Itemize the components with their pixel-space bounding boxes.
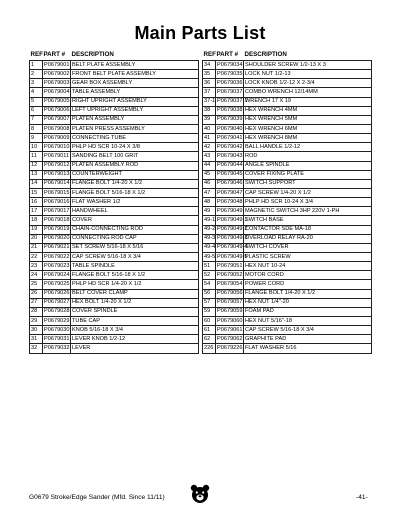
table-row xyxy=(30,79,199,88)
table-row xyxy=(203,344,372,353)
cell-ref: 37-1 xyxy=(203,97,216,106)
cell-ref: 22 xyxy=(30,252,43,261)
cell-part-number: P0679010 xyxy=(43,143,71,152)
cell-description: COVER xyxy=(71,216,199,225)
table-row xyxy=(30,344,199,353)
table-row xyxy=(30,134,199,143)
cell-ref: 4 xyxy=(30,88,43,97)
cell-description: PLATEN ASSEMBLY ROD xyxy=(71,161,199,170)
cell-part-number: P0679021 xyxy=(43,243,71,252)
cell-ref: 61 xyxy=(203,326,216,335)
cell-description: COVER FIXING PLATE xyxy=(244,170,372,179)
cell-part-number: P0679026 xyxy=(43,289,71,298)
table-row xyxy=(30,335,199,344)
cell-part-number: P0679024 xyxy=(43,271,71,280)
cell-part-number: P0679032 xyxy=(43,344,71,353)
cell-ref: 5 xyxy=(30,97,43,106)
cell-part-number: P0679041 xyxy=(216,134,244,143)
cell-part-number: P0679057 xyxy=(216,298,244,307)
cell-ref: 11 xyxy=(30,152,43,161)
footer-model: G0679 Stroke/Edge Sander (Mfd. Since 11/11) xyxy=(29,494,165,501)
cell-part-number: P0679012 xyxy=(43,161,71,170)
table-row xyxy=(30,207,199,216)
table-row xyxy=(203,335,372,344)
cell-ref: 29 xyxy=(30,316,43,325)
table-row xyxy=(203,289,372,298)
table-row xyxy=(30,234,199,243)
cell-description: FRONT BELT PLATE ASSEMBLY xyxy=(71,70,199,79)
cell-part-number: P0679039 xyxy=(216,115,244,124)
cell-part-number: P0679007 xyxy=(43,115,71,124)
cell-part-number: P0679054 xyxy=(216,280,244,289)
table-row xyxy=(30,61,199,70)
cell-description: LEVER xyxy=(71,344,199,353)
cell-description: SWITCH SUPPORT xyxy=(244,179,372,188)
cell-part-number: P0679226 xyxy=(216,344,244,353)
table-row xyxy=(203,161,372,170)
cell-part-number: P0679005 xyxy=(43,97,71,106)
cell-description: WRENCH 17 X 19 xyxy=(244,97,372,106)
table-row xyxy=(203,124,372,133)
table-row xyxy=(203,216,372,225)
cell-description: SWITCH BASE xyxy=(244,216,372,225)
cell-ref: 49-1 xyxy=(203,216,216,225)
cell-part-number: P0679019 xyxy=(43,225,71,234)
cell-ref: 44 xyxy=(203,161,216,170)
cell-part-number: P0679018 xyxy=(43,216,71,225)
cell-part-number: P0679051 xyxy=(216,262,244,271)
cell-ref: 49-5 xyxy=(203,252,216,261)
cell-description: PHLP HD SCR 1/4-20 X 1/2 xyxy=(71,280,199,289)
cell-ref: 37 xyxy=(203,88,216,97)
cell-ref: 24 xyxy=(30,271,43,280)
table-row xyxy=(30,316,199,325)
cell-ref: 25 xyxy=(30,280,43,289)
cell-part-number: P0679056 xyxy=(216,289,244,298)
cell-description: CONNECTING ROD CAP xyxy=(71,234,199,243)
cell-part-number: P0679016 xyxy=(43,198,71,207)
cell-description: HEX NUT 1/4"-20 xyxy=(244,298,372,307)
table-row xyxy=(30,326,199,335)
table-row xyxy=(30,216,199,225)
table-row xyxy=(30,289,199,298)
cell-ref: 46 xyxy=(203,179,216,188)
parts-table-right xyxy=(202,50,372,354)
table-row xyxy=(203,198,372,207)
cell-ref: 36 xyxy=(203,79,216,88)
cell-description: LEFT UPRIGHT ASSEMBLY xyxy=(71,106,199,115)
cell-part-number: P0679062 xyxy=(216,335,244,344)
cell-part-number: P0679027 xyxy=(43,298,71,307)
cell-part-number: P0679034 xyxy=(216,61,244,70)
table-row xyxy=(203,326,372,335)
cell-part-number: P0679025 xyxy=(43,280,71,289)
cell-ref: 21 xyxy=(30,243,43,252)
cell-ref: 56 xyxy=(203,289,216,298)
cell-ref: 26 xyxy=(30,289,43,298)
cell-description: ANGLE SPINDLE xyxy=(244,161,372,170)
cell-description: LOCK KNOB 1/2-12 X 2-3/4 xyxy=(244,79,372,88)
table-row xyxy=(203,70,372,79)
cell-description: SET SCREW 5/16-18 X 5/16 xyxy=(71,243,199,252)
table-row xyxy=(203,316,372,325)
cell-description: PLATEN PRESS ASSEMBLY xyxy=(71,124,199,133)
cell-description: BELT PLATE ASSEMBLY xyxy=(71,61,199,70)
cell-part-number: P0679037 xyxy=(216,88,244,97)
cell-part-number: P0679004 xyxy=(43,88,71,97)
cell-description: FLANGE BOLT 1/4-20 X 1/2 xyxy=(71,179,199,188)
cell-ref: 14 xyxy=(30,179,43,188)
table-row xyxy=(203,307,372,316)
table-row xyxy=(30,143,199,152)
cell-part-number: P0679030 xyxy=(43,326,71,335)
parts-table-left xyxy=(29,50,199,354)
header-ref: REF xyxy=(203,51,216,58)
table-row xyxy=(203,97,372,106)
footer-page-number: -41- xyxy=(356,494,368,501)
cell-part-number: P0679001 xyxy=(43,61,71,70)
cell-description: PLASTIC SCREW xyxy=(244,252,372,261)
table-row xyxy=(203,262,372,271)
cell-description: CONTACTOR SDE MA-18 xyxy=(244,225,372,234)
cell-part-number: P0679060 xyxy=(216,316,244,325)
cell-description: FLANGE BOLT 5/16-18 X 1/2 xyxy=(71,188,199,197)
cell-part-number: P0679014 xyxy=(43,179,71,188)
header-ref: REF xyxy=(30,51,43,58)
cell-description: HEX NUT 5/16"-18 xyxy=(244,316,372,325)
table-header xyxy=(30,50,199,61)
cell-description: GRAPHITE PAD xyxy=(244,335,372,344)
cell-part-number: P0679042 xyxy=(216,143,244,152)
cell-part-number: P0679048 xyxy=(216,198,244,207)
table-row xyxy=(30,88,199,97)
cell-ref: 30 xyxy=(30,326,43,335)
cell-part-number: P0679036 xyxy=(216,79,244,88)
cell-description: CONNECTING TUBE xyxy=(71,134,199,143)
cell-description: COUNTERWEIGHT xyxy=(71,170,199,179)
cell-description: HEX NUT 10-24 xyxy=(244,262,372,271)
cell-ref: 49-2 xyxy=(203,225,216,234)
cell-description: FLANGE BOLT 5/16-18 X 1/2 xyxy=(71,271,199,280)
cell-description: FLANGE BOLT 1/4-20 X 1/2 xyxy=(244,289,372,298)
cell-description: PLATEN ASSEMBLY xyxy=(71,115,199,124)
cell-description: GEAR BOX ASSEMBLY xyxy=(71,79,199,88)
cell-description: HEX WRENCH 8MM xyxy=(244,134,372,143)
cell-part-number: P0679059 xyxy=(216,307,244,316)
table-row xyxy=(30,70,199,79)
header-description: DESCRIPTION xyxy=(244,51,287,58)
cell-description: SHOULDER SCREW 1/2-13 X 3 xyxy=(244,61,372,70)
cell-ref: 45 xyxy=(203,170,216,179)
cell-part-number: P0679022 xyxy=(43,252,71,261)
table-row xyxy=(30,179,199,188)
cell-ref: 52 xyxy=(203,271,216,280)
table-row xyxy=(203,280,372,289)
cell-ref: 51 xyxy=(203,262,216,271)
cell-ref: 38 xyxy=(203,106,216,115)
table-row xyxy=(203,179,372,188)
table-row xyxy=(203,106,372,115)
cell-ref: 41 xyxy=(203,134,216,143)
cell-part-number: P0679035 xyxy=(216,70,244,79)
table-row xyxy=(30,243,199,252)
cell-description: OVERLOAD RELAY RA-20 xyxy=(244,234,372,243)
cell-ref: 49 xyxy=(203,207,216,216)
cell-ref: 49-4 xyxy=(203,243,216,252)
cell-description: LEVER KNOB 1/2-12 xyxy=(71,335,199,344)
cell-part-number: P0679013 xyxy=(43,170,71,179)
cell-part-number: P0679046 xyxy=(216,179,244,188)
cell-ref: 12 xyxy=(30,161,43,170)
cell-description: ROD xyxy=(244,152,372,161)
cell-ref: 34 xyxy=(203,61,216,70)
cell-ref: 7 xyxy=(30,115,43,124)
table-row xyxy=(30,188,199,197)
cell-part-number: P0679031 xyxy=(43,335,71,344)
table-row xyxy=(203,79,372,88)
cell-part-number: P0679049-5 xyxy=(216,252,244,261)
cell-part-number: P0679049-1 xyxy=(216,216,244,225)
cell-part-number: P0679017 xyxy=(43,207,71,216)
cell-part-number: P0679029 xyxy=(43,316,71,325)
cell-description: FLAT WASHER 5/16 xyxy=(244,344,372,353)
cell-ref: 40 xyxy=(203,124,216,133)
cell-ref: 42 xyxy=(203,143,216,152)
cell-ref: 15 xyxy=(30,188,43,197)
cell-ref: 18 xyxy=(30,216,43,225)
cell-part-number: P0679009 xyxy=(43,134,71,143)
cell-description: SWITCH COVER xyxy=(244,243,372,252)
cell-ref: 20 xyxy=(30,234,43,243)
table-row xyxy=(203,234,372,243)
cell-description: MAGNETIC SWITCH 3HP 220V 1-PH xyxy=(244,207,372,216)
cell-description: HANDWHEEL xyxy=(71,207,199,216)
cell-ref: 49-3 xyxy=(203,234,216,243)
cell-description: BALL HANDLE 1/2-12 xyxy=(244,143,372,152)
cell-ref: 59 xyxy=(203,307,216,316)
table-row xyxy=(203,207,372,216)
header-description: DESCRIPTION xyxy=(71,51,114,58)
cell-description: CAP SCREW 5/16-18 X 3/4 xyxy=(71,252,199,261)
cell-ref: 226 xyxy=(203,344,216,353)
cell-ref: 57 xyxy=(203,298,216,307)
cell-part-number: P0679006 xyxy=(43,106,71,115)
cell-ref: 54 xyxy=(203,280,216,289)
header-part: PART # xyxy=(43,51,66,58)
cell-description: HEX WRENCH 6MM xyxy=(244,124,372,133)
cell-description: PHLP HD SCR 10-24 X 3/4 xyxy=(244,198,372,207)
cell-part-number: P0679044 xyxy=(216,161,244,170)
cell-part-number: P0679023 xyxy=(43,262,71,271)
cell-description: TUBE CAP xyxy=(71,316,199,325)
table-row xyxy=(203,88,372,97)
cell-description: CHAIN-CONNECTING ROD xyxy=(71,225,199,234)
cell-ref: 6 xyxy=(30,106,43,115)
cell-part-number: P0679049-3 xyxy=(216,234,244,243)
cell-ref: 19 xyxy=(30,225,43,234)
cell-ref: 13 xyxy=(30,170,43,179)
cell-part-number: P0679049 xyxy=(216,207,244,216)
cell-part-number: P0679043 xyxy=(216,152,244,161)
cell-part-number: P0679037-1 xyxy=(216,97,244,106)
header-part: PART # xyxy=(216,51,239,58)
cell-description: MOTOR CORD xyxy=(244,271,372,280)
table-row xyxy=(30,124,199,133)
cell-description: TABLE SPINDLE xyxy=(71,262,199,271)
table-row xyxy=(30,106,199,115)
parts-tables xyxy=(29,50,372,354)
table-row xyxy=(30,271,199,280)
table-row xyxy=(30,225,199,234)
cell-description: POWER CORD xyxy=(244,280,372,289)
cell-description: TABLE ASSEMBLY xyxy=(71,88,199,97)
cell-ref: 16 xyxy=(30,198,43,207)
cell-description: HEX WRENCH 4MM xyxy=(244,106,372,115)
table-row xyxy=(203,170,372,179)
cell-part-number: P0679045 xyxy=(216,170,244,179)
table-row xyxy=(30,262,199,271)
cell-ref: 35 xyxy=(203,70,216,79)
cell-part-number: P0679038 xyxy=(216,106,244,115)
cell-description: KNOB 5/16-18 X 3/4 xyxy=(71,326,199,335)
cell-description: HEX WRENCH 5MM xyxy=(244,115,372,124)
cell-ref: 60 xyxy=(203,316,216,325)
cell-part-number: P0679008 xyxy=(43,124,71,133)
cell-ref: 43 xyxy=(203,152,216,161)
cell-part-number: P0679040 xyxy=(216,124,244,133)
table-row xyxy=(30,97,199,106)
cell-description: LOCK NUT 1/2-13 xyxy=(244,70,372,79)
cell-part-number: P0679049-4 xyxy=(216,243,244,252)
cell-ref: 23 xyxy=(30,262,43,271)
cell-ref: 39 xyxy=(203,115,216,124)
cell-ref: 47 xyxy=(203,188,216,197)
table-header xyxy=(203,50,372,61)
table-row xyxy=(30,307,199,316)
cell-ref: 2 xyxy=(30,70,43,79)
table-row xyxy=(30,152,199,161)
table-row xyxy=(30,252,199,261)
cell-part-number: P0679028 xyxy=(43,307,71,316)
cell-ref: 32 xyxy=(30,344,43,353)
table-row xyxy=(203,61,372,70)
cell-ref: 1 xyxy=(30,61,43,70)
table-row xyxy=(30,298,199,307)
page-title: Main Parts List xyxy=(134,23,266,43)
cell-ref: 3 xyxy=(30,79,43,88)
cell-part-number: P0679015 xyxy=(43,188,71,197)
table-row xyxy=(203,115,372,124)
cell-part-number: P0679002 xyxy=(43,70,71,79)
table-row xyxy=(203,252,372,261)
cell-part-number: P0679003 xyxy=(43,79,71,88)
cell-ref: 27 xyxy=(30,298,43,307)
cell-part-number: P0679061 xyxy=(216,326,244,335)
table-row xyxy=(30,161,199,170)
cell-ref: 62 xyxy=(203,335,216,344)
cell-ref: 31 xyxy=(30,335,43,344)
cell-description: CAP SCREW 1/4-20 X 1/2 xyxy=(244,188,372,197)
table-row xyxy=(30,115,199,124)
cell-ref: 48 xyxy=(203,198,216,207)
cell-description: SANDING BELT 100 GRIT xyxy=(71,152,199,161)
cell-ref: 9 xyxy=(30,134,43,143)
cell-description: FOAM PAD xyxy=(244,307,372,316)
cell-description: PHLP HD SCR 10-24 X 3/8 xyxy=(71,143,199,152)
cell-ref: 28 xyxy=(30,307,43,316)
cell-description: COMBO WRENCH 12/14MM xyxy=(244,88,372,97)
cell-part-number: P0679011 xyxy=(43,152,71,161)
cell-description: RIGHT UPRIGHT ASSEMBLY xyxy=(71,97,199,106)
cell-ref: 10 xyxy=(30,143,43,152)
cell-description: BELT COVER CLAMP xyxy=(71,289,199,298)
table-row xyxy=(203,271,372,280)
bear-head-icon xyxy=(190,484,210,504)
table-row xyxy=(203,152,372,161)
cell-part-number: P0679052 xyxy=(216,271,244,280)
cell-part-number: P0679049-2 xyxy=(216,225,244,234)
table-row xyxy=(203,243,372,252)
table-row xyxy=(30,280,199,289)
cell-description: COVER SPINDLE xyxy=(71,307,199,316)
table-row xyxy=(203,225,372,234)
table-row xyxy=(203,134,372,143)
table-row xyxy=(203,143,372,152)
cell-part-number: P0679020 xyxy=(43,234,71,243)
cell-description: HEX BOLT 1/4-20 X 1/2 xyxy=(71,298,199,307)
cell-ref: 8 xyxy=(30,124,43,133)
cell-ref: 17 xyxy=(30,207,43,216)
cell-description: FLAT WASHER 1/2 xyxy=(71,198,199,207)
table-row xyxy=(30,170,199,179)
table-row xyxy=(203,298,372,307)
table-row xyxy=(30,198,199,207)
cell-part-number: P0679047 xyxy=(216,188,244,197)
table-row xyxy=(203,188,372,197)
cell-description: CAP SCREW 5/16-18 X 3/4 xyxy=(244,326,372,335)
